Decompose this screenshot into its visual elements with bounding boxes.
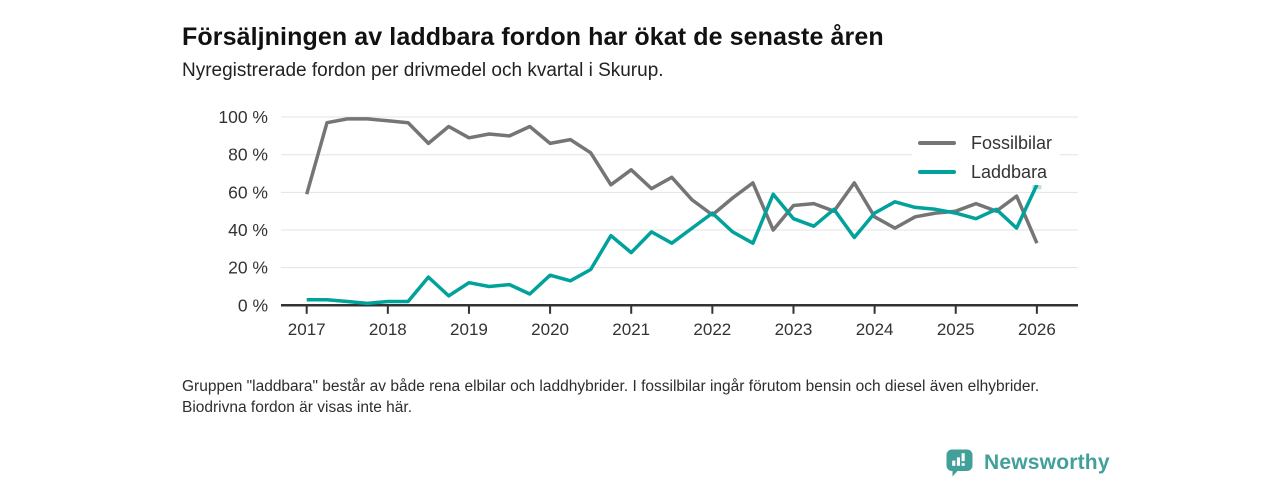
newsworthy-logo-icon xyxy=(944,447,975,478)
svg-text:20 %: 20 % xyxy=(228,257,268,278)
chart-title: Försäljningen av laddbara fordon har ökat de senaste åren xyxy=(182,22,884,51)
svg-text:40 %: 40 % xyxy=(228,220,268,240)
chart-footnote: Gruppen "laddbara" består av både rena elbilar och laddhybrider. I fossilbilar ingår förutom bensin och diesel även elhybrider. Biodrivna fordon är visas inte här. xyxy=(182,378,1040,416)
legend-label-fossilbilar: Fossilbilar xyxy=(971,132,1053,153)
svg-text:2021: 2021 xyxy=(612,320,651,339)
svg-text:2022: 2022 xyxy=(693,320,732,339)
legend-swatch-laddbara xyxy=(918,170,956,174)
chart-subtitle: Nyregistrerade fordon per drivmedel och kvartal i Skurup. xyxy=(182,60,664,81)
svg-text:2020: 2020 xyxy=(531,320,570,339)
legend-item-laddbara xyxy=(912,159,1060,185)
svg-text:2023: 2023 xyxy=(774,320,813,339)
svg-text:80 %: 80 % xyxy=(228,144,268,165)
svg-text:0 %: 0 % xyxy=(237,295,268,316)
newsworthy-logo[interactable] xyxy=(944,447,1110,478)
svg-text:2026: 2026 xyxy=(1017,320,1056,339)
chart-legend xyxy=(912,130,1060,185)
svg-text:2019: 2019 xyxy=(450,320,488,339)
legend-label-laddbara: Laddbara xyxy=(971,161,1048,182)
svg-text:2024: 2024 xyxy=(855,320,894,339)
legend-item-fossilbilar xyxy=(912,130,1060,156)
newsworthy-logo-text: Newsworthy xyxy=(984,450,1110,474)
svg-text:2018: 2018 xyxy=(368,320,407,339)
svg-text:2017: 2017 xyxy=(287,320,326,339)
legend-swatch-fossilbilar xyxy=(918,141,956,145)
svg-text:2025: 2025 xyxy=(936,320,975,339)
svg-text:60 %: 60 % xyxy=(228,182,268,203)
svg-text:100 %: 100 % xyxy=(218,107,268,128)
